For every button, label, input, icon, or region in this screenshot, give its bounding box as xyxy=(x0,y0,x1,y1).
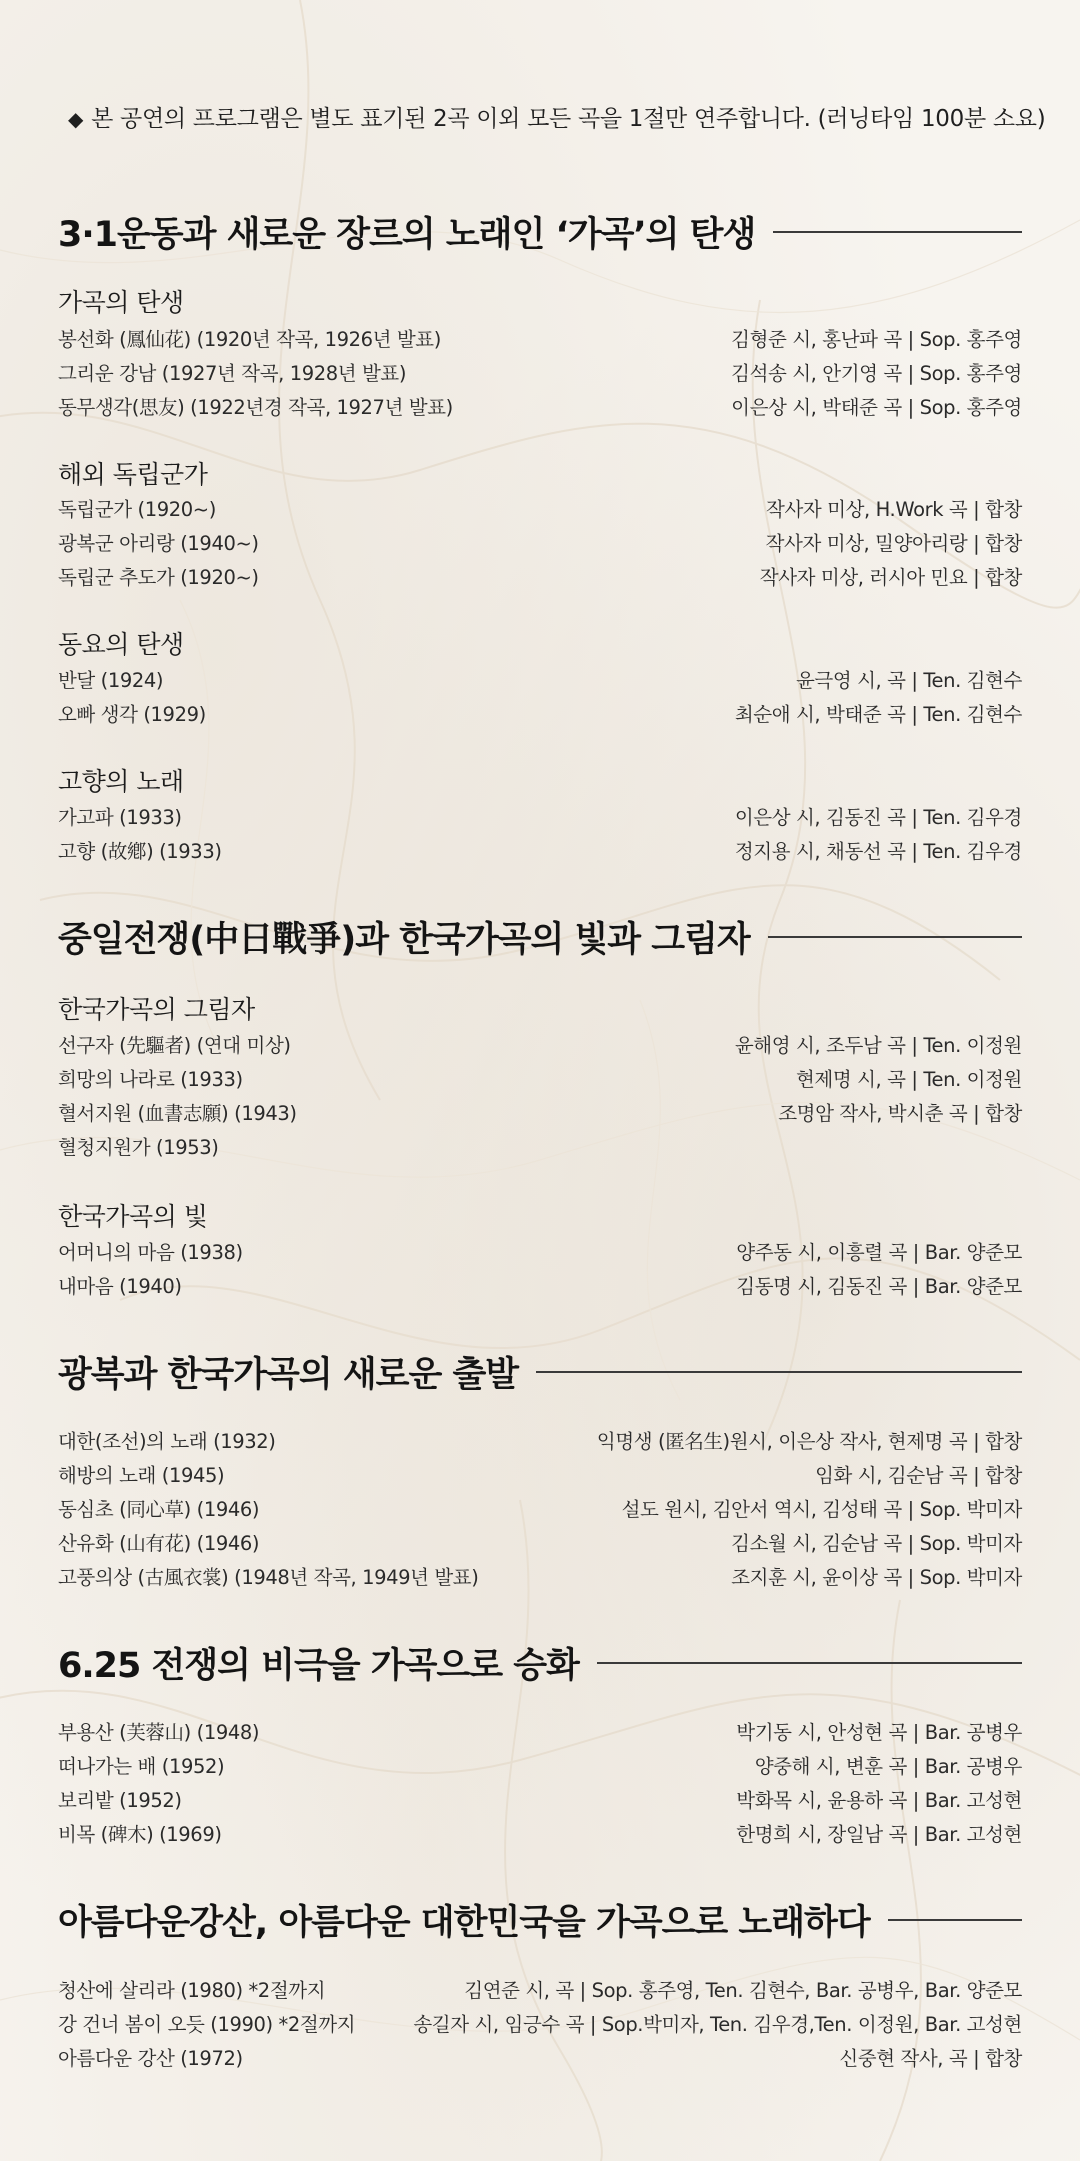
song-credit: 작사자 미상, 밀양아리랑 | 합창 xyxy=(765,532,1022,555)
program-item xyxy=(58,1460,1022,1488)
song-credit: 양주동 시, 이흥렬 곡 | Bar. 양준모 xyxy=(736,1241,1022,1264)
program-item xyxy=(58,1064,1022,1092)
program-item xyxy=(58,358,1022,386)
song-credit: 익명생 (匿名生)원시, 이은상 작사, 현제명 곡 | 합창 xyxy=(596,1430,1022,1453)
song-title: 아름다운 강산 (1972) xyxy=(58,2047,243,2070)
song-title: 부용산 (芙蓉山) (1948) xyxy=(58,1721,260,1744)
program-note xyxy=(68,100,1045,133)
song-title: 오빠 생각 (1929) xyxy=(58,703,206,726)
song-title: 고풍의상 (古風衣裳) (1948년 작곡, 1949년 발표) xyxy=(58,1566,479,1589)
song-credit: 신중현 작사, 곡 | 합창 xyxy=(839,2047,1022,2070)
group-subtitle: 고향의 노래 xyxy=(58,767,184,796)
group-subtitle: 가곡의 탄생 xyxy=(58,288,184,317)
group-subtitle: 한국가곡의 빛 xyxy=(58,1202,208,1231)
song-title: 희망의 나라로 (1933) xyxy=(58,1068,243,1091)
section-divider xyxy=(773,231,1022,233)
program-item xyxy=(58,1785,1022,1813)
program-item xyxy=(58,392,1022,420)
song-credit: 윤해영 시, 조두남 곡 | Ten. 이정원 xyxy=(734,1034,1022,1057)
section-title: 중일전쟁(中日戰爭)과 한국가곡의 빛과 그림자 xyxy=(58,920,750,960)
section-divider xyxy=(536,1371,1022,1373)
song-title: 고향 (故鄕) (1933) xyxy=(58,840,222,863)
program-item xyxy=(58,494,1022,522)
program-item xyxy=(58,1528,1022,1556)
group-subtitle: 동요의 탄생 xyxy=(58,630,184,659)
program-item xyxy=(58,1237,1022,1265)
section-header xyxy=(58,1895,1022,1945)
song-credit: 박화목 시, 윤용하 곡 | Bar. 고성현 xyxy=(736,1789,1022,1812)
song-credit: 김연준 시, 곡 | Sop. 홍주영, Ten. 김현수, Bar. 공병우, Bar. 양준모 xyxy=(464,1979,1022,2002)
program-item xyxy=(58,1562,1022,1590)
song-title: 강 건너 봄이 오듯 (1990) *2절까지 xyxy=(58,2013,356,2036)
section-header xyxy=(58,1347,1022,1397)
song-credit: 양중해 시, 변훈 곡 | Bar. 공병우 xyxy=(754,1755,1022,1778)
program-item xyxy=(58,1271,1022,1299)
song-title: 가고파 (1933) xyxy=(58,806,182,829)
program-item xyxy=(58,1717,1022,1745)
song-credit: 이은상 시, 김동진 곡 | Ten. 김우경 xyxy=(734,806,1022,829)
diamond-bullet-icon: ◆ xyxy=(68,107,84,131)
song-credit: 이은상 시, 박태준 곡 | Sop. 홍주영 xyxy=(731,396,1022,419)
song-title: 선구자 (先驅者) (연대 미상) xyxy=(58,1034,291,1057)
song-title: 동무생각(思友) (1922년경 작곡, 1927년 발표) xyxy=(58,396,453,419)
section-title: 6.25 전쟁의 비극을 가곡으로 승화 xyxy=(58,1646,579,1686)
song-title: 어머니의 마음 (1938) xyxy=(58,1241,243,1264)
program-item xyxy=(58,528,1022,556)
song-title: 떠나가는 배 (1952) xyxy=(58,1755,225,1778)
song-credit: 송길자 시, 임긍수 곡 | Sop.박미자, Ten. 김우경,Ten. 이정원, Bar. 고성현 xyxy=(413,2013,1022,2036)
song-title: 대한(조선)의 노래 (1932) xyxy=(58,1430,276,1453)
song-credit: 작사자 미상, 러시아 민요 | 합창 xyxy=(759,566,1022,589)
section-header xyxy=(58,207,1022,257)
program-item xyxy=(58,1494,1022,1522)
program-item xyxy=(58,836,1022,864)
section-header xyxy=(58,1638,1022,1688)
section-title: 아름다운강산, 아름다운 대한민국을 가곡으로 노래하다 xyxy=(58,1903,870,1943)
program-item xyxy=(58,1751,1022,1779)
section-title: 광복과 한국가곡의 새로운 출발 xyxy=(58,1355,519,1395)
program-item xyxy=(58,665,1022,693)
song-credit: 김동명 시, 김동진 곡 | Bar. 양준모 xyxy=(736,1275,1022,1298)
song-credit: 최순애 시, 박태준 곡 | Ten. 김현수 xyxy=(734,703,1022,726)
song-title: 독립군가 (1920~) xyxy=(58,498,216,521)
song-credit: 한명희 시, 장일남 곡 | Bar. 고성현 xyxy=(736,1823,1022,1846)
program-note-text: 본 공연의 프로그램은 별도 표기된 2곡 이외 모든 곡을 1절만 연주합니다. (러닝타임 100분 소요) xyxy=(91,106,1046,132)
song-title: 비목 (碑木) (1969) xyxy=(58,1823,222,1846)
program-item xyxy=(58,1426,1022,1454)
song-title: 내마음 (1940) xyxy=(58,1275,182,1298)
section-divider xyxy=(597,1662,1022,1664)
song-title: 동심초 (同心草) (1946) xyxy=(58,1498,260,1521)
song-credit: 윤극영 시, 곡 | Ten. 김현수 xyxy=(795,669,1022,692)
program-item xyxy=(58,324,1022,352)
song-credit: 김형준 시, 홍난파 곡 | Sop. 홍주영 xyxy=(731,328,1022,351)
program-item xyxy=(58,562,1022,590)
program-item xyxy=(58,802,1022,830)
section-divider xyxy=(888,1919,1022,1921)
song-title: 독립군 추도가 (1920~) xyxy=(58,566,259,589)
song-title: 반달 (1924) xyxy=(58,669,164,692)
section-title: 3·1운동과 새로운 장르의 노래인 ‘가곡’의 탄생 xyxy=(58,215,756,255)
group-subtitle: 해외 독립군가 xyxy=(58,460,208,489)
song-credit: 김석송 시, 안기영 곡 | Sop. 홍주영 xyxy=(731,362,1022,385)
song-title: 해방의 노래 (1945) xyxy=(58,1464,225,1487)
program-item xyxy=(58,1975,1022,2003)
song-credit: 조지훈 시, 윤이상 곡 | Sop. 박미자 xyxy=(731,1566,1022,1589)
song-credit: 임화 시, 김순남 곡 | 합창 xyxy=(815,1464,1022,1487)
program-item xyxy=(58,1819,1022,1847)
song-credit: 설도 원시, 김안서 역시, 김성태 곡 | Sop. 박미자 xyxy=(621,1498,1022,1521)
program-item xyxy=(58,1132,1022,1160)
song-title: 청산에 살리라 (1980) *2절까지 xyxy=(58,1979,326,2002)
song-title: 광복군 아리랑 (1940~) xyxy=(58,532,259,555)
section-header xyxy=(58,912,1022,962)
section-divider xyxy=(768,936,1022,938)
song-title: 혈청지원가 (1953) xyxy=(58,1136,219,1159)
song-title: 혈서지원 (血書志願) (1943) xyxy=(58,1102,297,1125)
program-item xyxy=(58,699,1022,727)
song-title: 보리밭 (1952) xyxy=(58,1789,182,1812)
song-title: 그리운 강남 (1927년 작곡, 1928년 발표) xyxy=(58,362,407,385)
song-credit: 정지용 시, 채동선 곡 | Ten. 김우경 xyxy=(734,840,1022,863)
song-credit: 작사자 미상, H.Work 곡 | 합창 xyxy=(766,498,1022,521)
song-credit: 김소월 시, 김순남 곡 | Sop. 박미자 xyxy=(731,1532,1022,1555)
program-item xyxy=(58,2043,1022,2071)
song-credit: 현제명 시, 곡 | Ten. 이정원 xyxy=(795,1068,1022,1091)
group-subtitle: 한국가곡의 그림자 xyxy=(58,995,255,1024)
program-item xyxy=(58,2009,1022,2037)
song-title: 산유화 (山有花) (1946) xyxy=(58,1532,260,1555)
song-credit: 조명암 작사, 박시춘 곡 | 합창 xyxy=(778,1102,1022,1125)
song-credit: 박기동 시, 안성현 곡 | Bar. 공병우 xyxy=(736,1721,1022,1744)
song-title: 봉선화 (鳳仙花) (1920년 작곡, 1926년 발표) xyxy=(58,328,441,351)
program-item xyxy=(58,1030,1022,1058)
program-item xyxy=(58,1098,1022,1126)
